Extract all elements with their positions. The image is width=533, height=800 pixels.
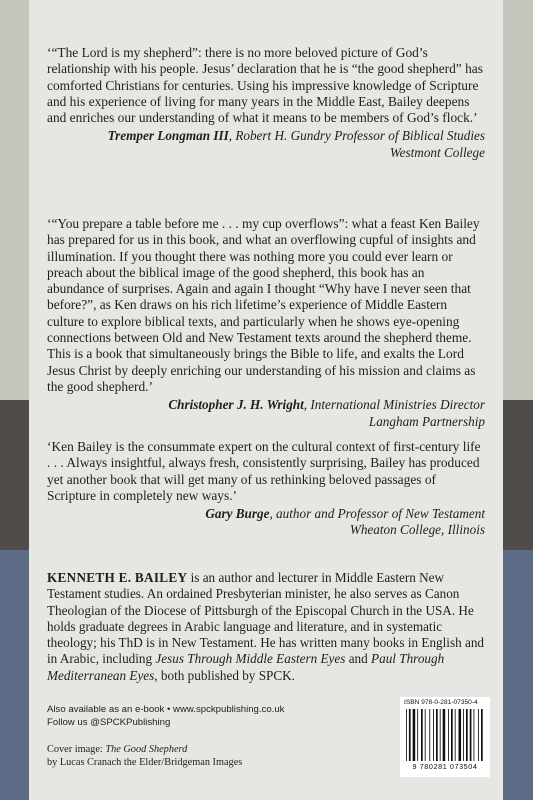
- social-handle-line: Follow us @SPCKPublishing: [47, 716, 171, 728]
- endorsement-2-text: ‘“You prepare a table before me . . . my cup overflows”: what a feast Ken Bailey has prepared for us in this book, and what an overflowing cupful of insights and illumination. If you thought there was nothing more you could ever learn or preach about the biblical image of the good shepherd, this book has an abundance of surprises. Again and again I thought “Why have I never seen that before?”, as Ken draws on his rich lifetime’s experience of Middle Eastern culture to explore biblical texts, and particularly when he shows eye-opening connections between Old and New Testament texts around the shepherd theme. This is a book that simultaneously brings the Bible to life, and exalts the Lord Jesus Christ by deeply enriching our understanding of his mission and claims as the good shepherd.’: [47, 216, 480, 394]
- cover-credit-artist: by Lucas Cranach the Elder/Bridgeman Images: [47, 756, 243, 768]
- endorsement-3-role: , author and Professor of New Testament: [269, 506, 485, 522]
- endorsement-1-text: ‘“The Lord is my shepherd”: there is no more beloved picture of God’s relationship with his people. Jesus’ declaration that he is “the good shepherd” has comforted Christians for centuries. Using his impressive knowledge of Scripture and his experience of living for many years in the Middle East, Bailey deepens and enriches our understanding of what it means to be members of God’s flock.’: [47, 45, 483, 126]
- barcode-digits: 9 780281 073504: [412, 762, 478, 771]
- author-name: KENNETH E. BAILEY: [47, 570, 188, 585]
- endorsement-2-role: , International Ministries Director: [303, 397, 485, 413]
- author-bio: KENNETH E. BAILEY is an author and lecturer in Middle Eastern New Testament studies. An ordained Presbyterian minister, he also serves as Canon Theologian of the Diocese of Pittsburgh of the Episcopal Church in the USA. He holds graduate degrees in Arabic language and literature, and in systematic theology; his ThD is in New Testament. He has written many books in English and in Arabic, including Jesus Through Middle Eastern Eyes and Paul Through Mediterranean Eyes, both published by SPCK.: [47, 570, 485, 683]
- endorsement-1: [47, 45, 485, 161]
- book-title-2: Paul Through Mediterranean Eyes: [47, 651, 445, 683]
- endorsement-2-institution: Langham Partnership: [368, 413, 485, 429]
- barcode-bars-icon: [406, 709, 484, 761]
- endorsement-1-name: Tremper Longman III: [107, 128, 229, 144]
- endorsement-3: [47, 439, 485, 539]
- endorsement-3-name: Gary Burge: [205, 506, 270, 522]
- cover-credit-label: Cover image:: [47, 744, 106, 755]
- book-title-1: Jesus Through Middle Eastern Eyes: [155, 651, 346, 667]
- endorsement-2: [47, 216, 485, 430]
- cover-credit-title: The Good Shepherd: [105, 744, 188, 755]
- ebook-website-line: Also available as an e-book • www.spckpublishing.co.uk: [47, 704, 285, 715]
- endorsement-3-text: ‘Ken Bailey is the consummate expert on the cultural context of first-century life . . . Always insightful, always fresh, consistently surprising, Bailey has produced yet another book that will get many of us rethinking beloved passages of Scripture in completely new ways.’: [47, 439, 481, 503]
- endorsement-2-name: Christopher J. H. Wright: [168, 397, 304, 413]
- isbn-label: ISBN 978-0-281-07350-4: [404, 699, 478, 706]
- endorsement-1-attribution: [47, 128, 485, 161]
- publisher-info: [47, 704, 367, 729]
- cover-credit: [47, 744, 367, 769]
- endorsement-1-role: , Robert H. Gundry Professor of Biblical Studies: [228, 128, 485, 144]
- endorsement-3-attribution: [47, 506, 485, 539]
- isbn-barcode: [400, 697, 490, 777]
- endorsement-2-attribution: [47, 397, 485, 430]
- endorsement-1-institution: Westmont College: [389, 144, 485, 160]
- back-cover-panel: [29, 0, 503, 800]
- endorsement-3-institution: Wheaton College, Illinois: [349, 522, 485, 538]
